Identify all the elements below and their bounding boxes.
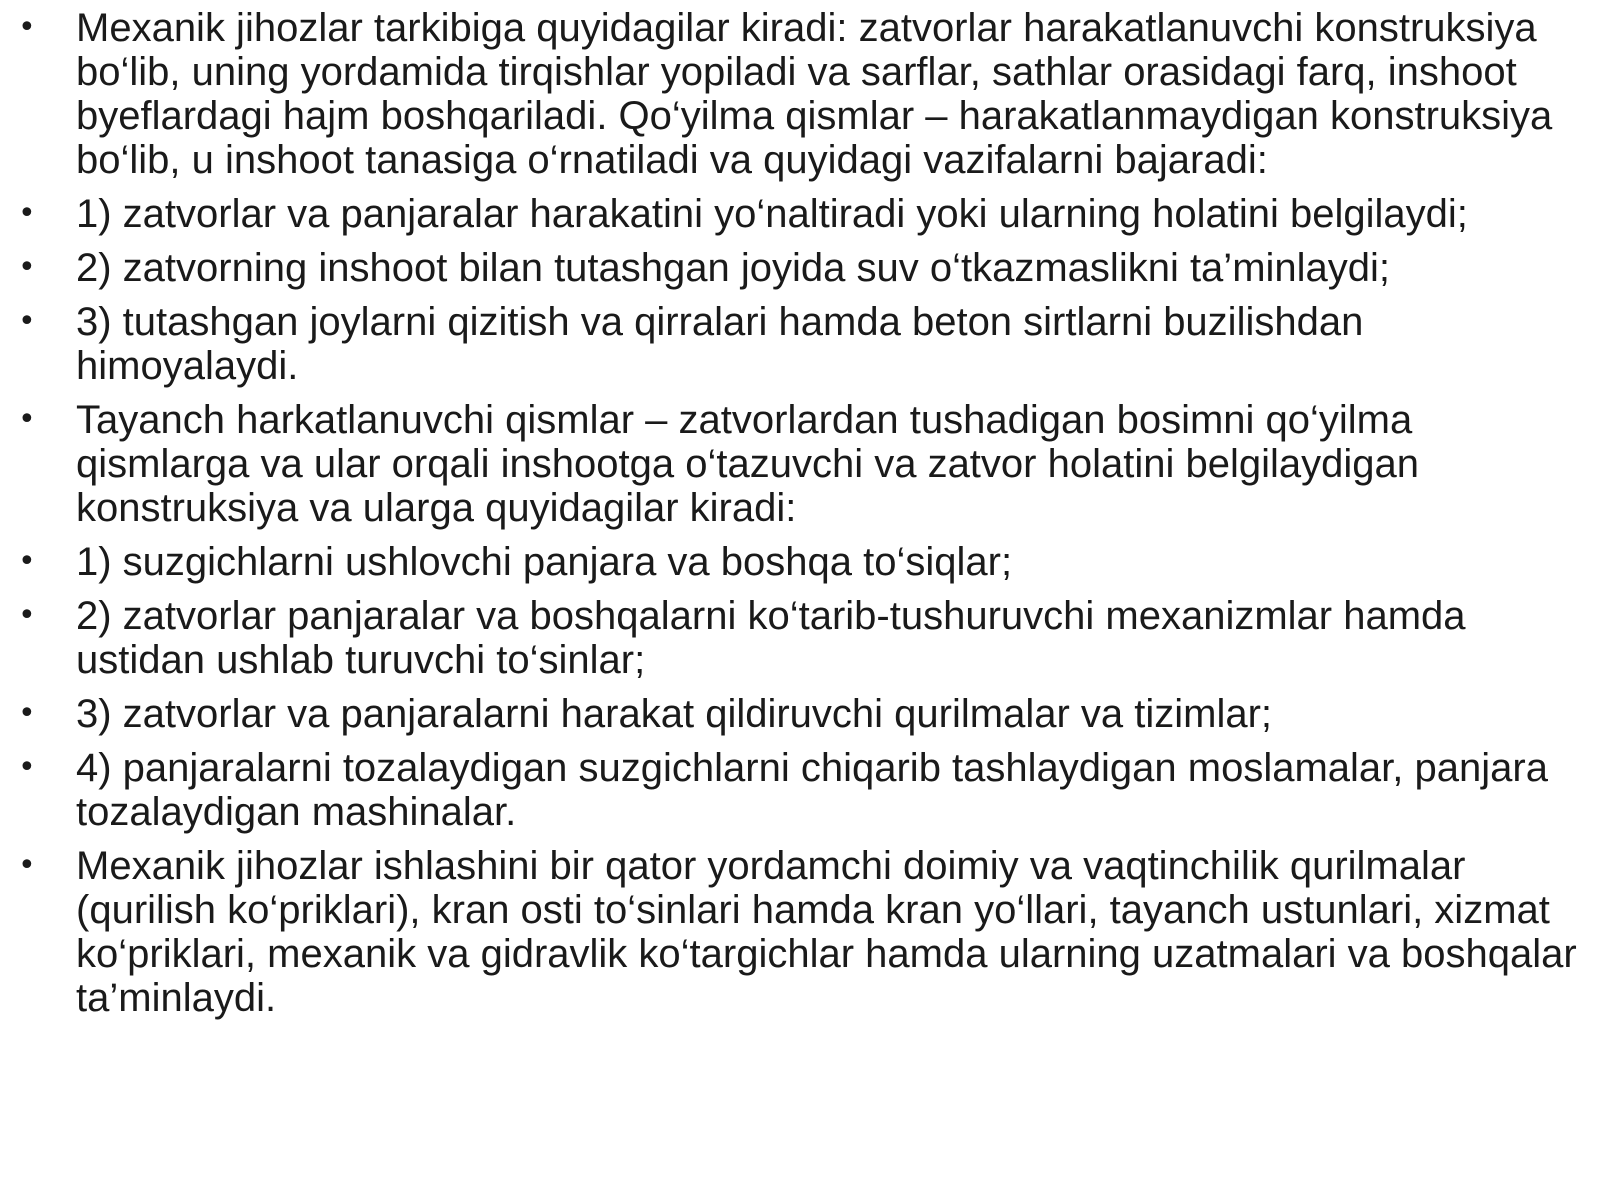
bullet-item-7: [18, 594, 1584, 682]
bullet-dot-icon: •: [18, 696, 36, 731]
bullet-item-3: [18, 246, 1584, 290]
bullet-dot-icon: •: [18, 196, 36, 231]
bullet-text: 1) zatvorlar va panjaralar harakatini yo‘naltiradi yoki ularning holatini belgilaydi;: [76, 192, 1468, 236]
bullet-item-10: [18, 844, 1584, 1020]
bullet-text: 4) panjaralarni tozalaydigan suzgichlarni chiqarib tashlaydigan moslamalar, panjara tozalaydigan mashinalar.: [76, 746, 1548, 834]
bullet-text: Mexanik jihozlar tarkibiga quyidagilar kiradi: zatvorlar harakatlanuvchi konstruksiya bo‘lib, uning yordamida tirqishlar yopiladi va sarflar, sathlar orasidagi farq, inshoot byeflardagi hajm boshqariladi. Qo‘yilma qismlar – harakatlanmaydigan konstruksiya bo‘lib, u inshoot tanasiga o‘rnatiladi va quyidagi vazifalarni bajaradi:: [76, 6, 1553, 182]
bullet-item-9: [18, 746, 1584, 834]
bullet-item-2: [18, 192, 1584, 236]
bullet-item-6: [18, 540, 1584, 584]
bullet-dot-icon: •: [18, 402, 36, 437]
bullet-list: [18, 6, 1584, 1020]
bullet-item-8: [18, 692, 1584, 736]
bullet-text: 3) tutashgan joylarni qizitish va qirralari hamda beton sirtlarni buzilishdan himoyalaydi.: [76, 300, 1364, 388]
bullet-dot-icon: •: [18, 544, 36, 579]
bullet-dot-icon: •: [18, 848, 36, 883]
bullet-item-1: [18, 6, 1584, 182]
bullet-dot-icon: •: [18, 10, 36, 45]
bullet-item-5: [18, 398, 1584, 530]
bullet-text: 3) zatvorlar va panjaralarni harakat qildiruvchi qurilmalar va tizimlar;: [76, 692, 1273, 736]
bullet-item-4: [18, 300, 1584, 388]
bullet-text: 2) zatvorlar panjaralar va boshqalarni ko‘tarib-tushuruvchi mexanizmlar hamda ustidan ushlab turuvchi to‘sinlar;: [76, 594, 1466, 682]
bullet-dot-icon: •: [18, 750, 36, 785]
bullet-text: 1) suzgichlarni ushlovchi panjara va boshqa to‘siqlar;: [76, 540, 1013, 584]
bullet-dot-icon: •: [18, 250, 36, 285]
bullet-text: 2) zatvorning inshoot bilan tutashgan joyida suv o‘tkazmaslikni ta’minlaydi;: [76, 246, 1391, 290]
bullet-dot-icon: •: [18, 598, 36, 633]
bullet-text: Mexanik jihozlar ishlashini bir qator yordamchi doimiy va vaqtinchilik qurilmalar (qurilish ko‘priklari), kran osti to‘sinlari hamda kran yo‘llari, tayanch ustunlari, xizmat ko‘priklari, mexanik va gidravlik ko‘targichlar hamda ularning uzatmalari va boshqalar ta’minlaydi.: [76, 844, 1577, 1020]
bullet-text: Tayanch harkatlanuvchi qismlar – zatvorlardan tushadigan bosimni qo‘yilma qismlarga va ular orqali inshootga o‘tazuvchi va zatvor holatini belgilaydigan konstruksiya va ularga quyidagilar kiradi:: [76, 398, 1419, 530]
bullet-dot-icon: •: [18, 304, 36, 339]
